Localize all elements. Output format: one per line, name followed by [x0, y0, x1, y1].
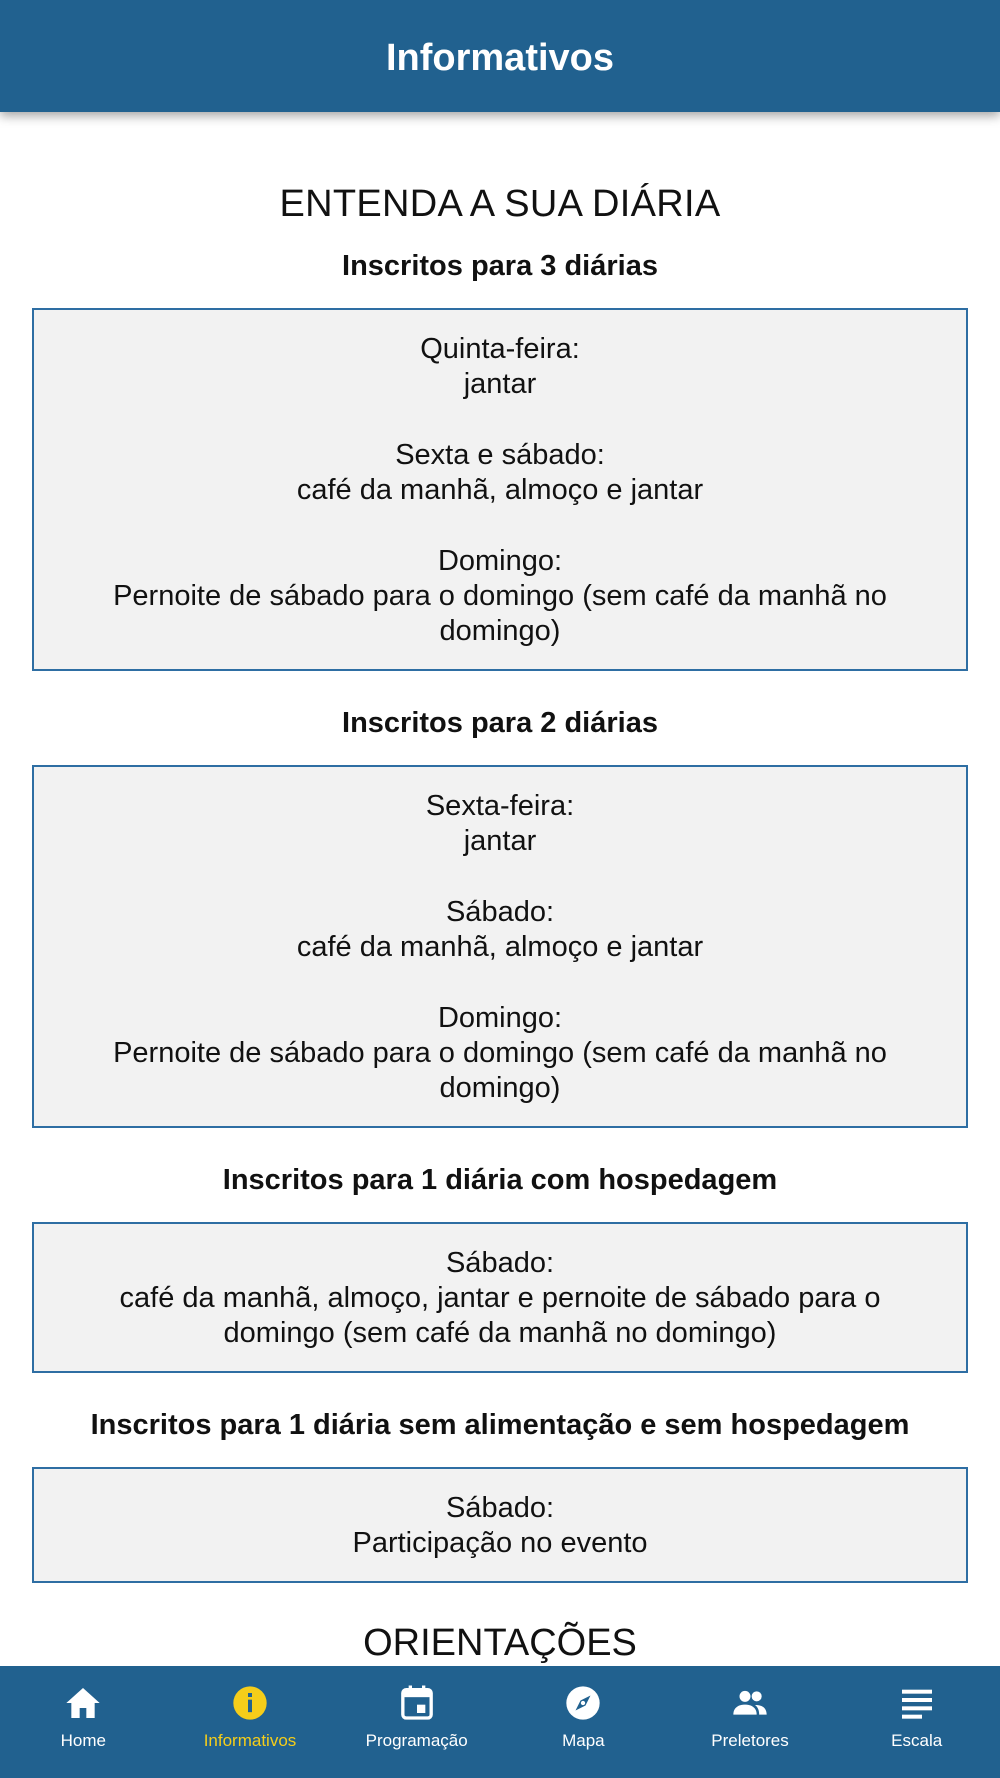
top-app-bar	[0, 0, 1000, 112]
meal-text: café da manhã, almoço, jantar e pernoite de sábado para o domingo (sem café da manhã no domingo)	[119, 1282, 881, 1349]
tab-mapa[interactable]	[500, 1666, 667, 1778]
info-box-1-diaria-sem-alimentacao	[32, 1467, 968, 1583]
day-label: Sábado:	[445, 1247, 555, 1279]
tab-label: Programação	[365, 1731, 468, 1750]
section-heading-3-diarias: Inscritos para 3 diárias	[342, 250, 658, 282]
info-box-1-diaria-hospedagem	[32, 1222, 968, 1373]
tab-home[interactable]	[0, 1666, 167, 1778]
meal-text: Pernoite de sábado para o domingo (sem café da manhã no domingo)	[113, 1037, 887, 1104]
meal-text: Pernoite de sábado para o domingo (sem café da manhã no domingo)	[113, 580, 887, 647]
home-icon	[63, 1683, 103, 1723]
main-title: ENTENDA A SUA DIÁRIA	[279, 183, 721, 225]
tab-label: Home	[60, 1731, 107, 1750]
orientacoes-title: ORIENTAÇÕES	[363, 1622, 637, 1664]
info-box-2-diarias	[32, 765, 968, 1128]
section-heading-2-diarias: Inscritos para 2 diárias	[342, 707, 658, 739]
tab-preletores[interactable]	[667, 1666, 834, 1778]
bottom-navigation	[0, 1666, 1000, 1778]
page-title: Informativos	[385, 36, 615, 79]
day-label: Sexta-feira:	[425, 790, 575, 822]
section-heading-1-diaria-hospedagem: Inscritos para 1 diária com hospedagem	[222, 1164, 778, 1196]
calendar-icon	[397, 1683, 437, 1723]
tab-label: Informativos	[203, 1731, 297, 1750]
day-label: Sábado:	[445, 896, 555, 928]
tab-label: Preletores	[711, 1731, 789, 1750]
info-box-3-diarias	[32, 308, 968, 671]
tab-escala[interactable]	[833, 1666, 1000, 1778]
tab-label: Escala	[891, 1731, 943, 1750]
list-icon	[897, 1683, 937, 1723]
meal-text: café da manhã, almoço e jantar	[296, 931, 704, 963]
meal-text: jantar	[463, 825, 537, 857]
info-icon	[230, 1683, 270, 1723]
section-heading-1-diaria-sem-alimentacao: Inscritos para 1 diária sem alimentação e sem hospedagem	[90, 1409, 910, 1441]
tab-label: Mapa	[562, 1731, 605, 1750]
tab-informativos[interactable]	[167, 1666, 334, 1778]
day-label: Sexta e sábado:	[395, 439, 605, 471]
meal-text: café da manhã, almoço e jantar	[296, 474, 704, 506]
day-label: Domingo:	[437, 1002, 563, 1034]
tab-programacao[interactable]	[333, 1666, 500, 1778]
day-label: Domingo:	[437, 545, 563, 577]
meal-text: Participação no evento	[352, 1527, 648, 1559]
meal-text: jantar	[463, 368, 537, 400]
day-label: Quinta-feira:	[420, 333, 580, 365]
day-label: Sábado:	[445, 1492, 555, 1524]
compass-icon	[563, 1683, 603, 1723]
content-scroll-area[interactable]	[0, 112, 1000, 1666]
people-icon	[730, 1683, 770, 1723]
